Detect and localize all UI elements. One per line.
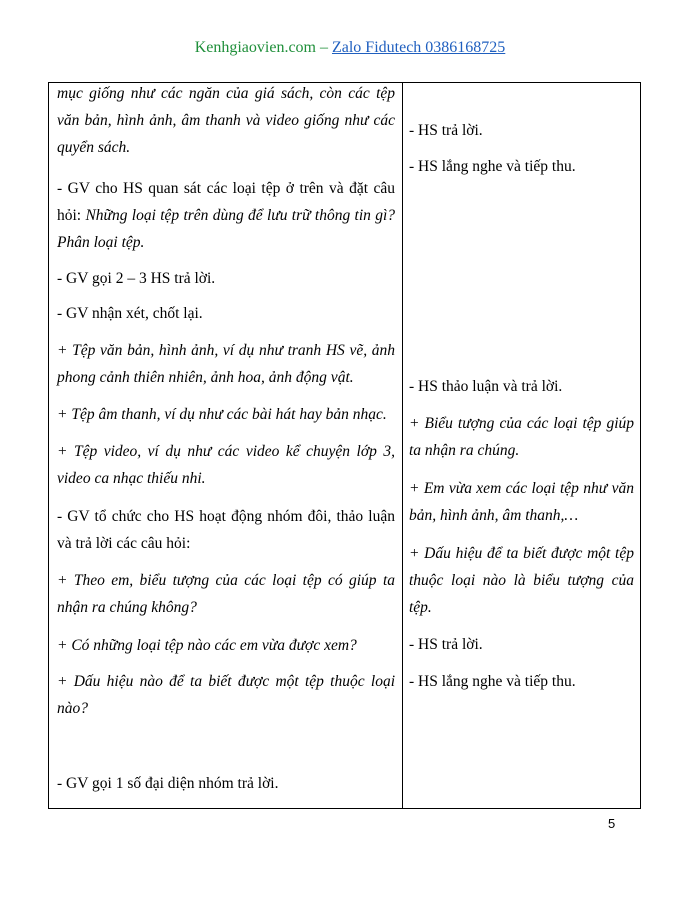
page-number: 5 [608,816,616,831]
column-divider [402,83,403,808]
question-1: + Theo em, biểu tượng của các loại tệp có giúp ta nhận ra chúng không? [57,572,395,616]
task-question: Những loại tệp trên dùng để lưu trữ thông tin gì? Phân loại tệp. [57,207,396,251]
discuss-text: - HS thảo luận và trả lời. [409,378,563,395]
question-3: + Dấu hiệu nào để ta biết được một tệp thuộc loại nào? [57,673,395,717]
answer-icon-help: + Biểu tượng của các loại tệp giúp ta nhận ra chúng. [409,415,634,459]
answer-2: - HS trả lời. [409,636,483,653]
conclude-text: - GV nhận xét, chốt lại. [57,305,203,322]
group-task-text: - GV tổ chức cho HS hoạt động nhóm đôi, thảo luận và trả lời các câu hỏi: [57,508,395,552]
header-separator: – [315,39,332,56]
intro-text: mục giống như các ngăn của giá sách, còn các tệp văn bản, hình ảnh, âm thanh và video giống như các quyển sách. [57,85,395,156]
header-contact-link[interactable]: Zalo Fidutech 0386168725 [331,39,506,56]
text-files-item: + Tệp văn bản, hình ảnh, ví dụ như tranh HS vẽ, ảnh phong cảnh thiên nhiên, ảnh hoa, ảnh động vật. [57,342,395,386]
listen-2: - HS lắng nghe và tiếp thu. [409,673,576,690]
audio-files-item: + Tệp âm thanh, ví dụ như các bài hát hay bản nhạc. [57,406,387,423]
task-prefix: - GV cho HS quan sát các loại tệp ở trên và đặt câu hỏi: [57,180,395,224]
page-header [0,38,700,58]
representative-text: - GV gọi 1 số đại diện nhóm trả lời. [57,775,279,792]
video-files-item: + Tệp video, ví dụ như các video kể chuyện lớp 3, video ca nhạc thiếu nhi. [57,443,395,487]
header-site-link[interactable]: Kenhgiaovien.com [194,39,316,56]
call-students-text: - GV gọi 2 – 3 HS trả lời. [57,270,216,287]
answer-1: - HS trả lời. [409,122,483,139]
listen-1: - HS lắng nghe và tiếp thu. [409,158,576,175]
task-instruction [57,175,395,256]
answer-file-types: + Em vừa xem các loại tệp như văn bản, hình ảnh, âm thanh,… [409,480,634,524]
question-2: + Có những loại tệp nào các em vừa được xem? [57,637,357,654]
answer-sign: + Dấu hiệu để ta biết được một tệp thuộc loại nào là biểu tượng của tệp. [409,545,634,616]
